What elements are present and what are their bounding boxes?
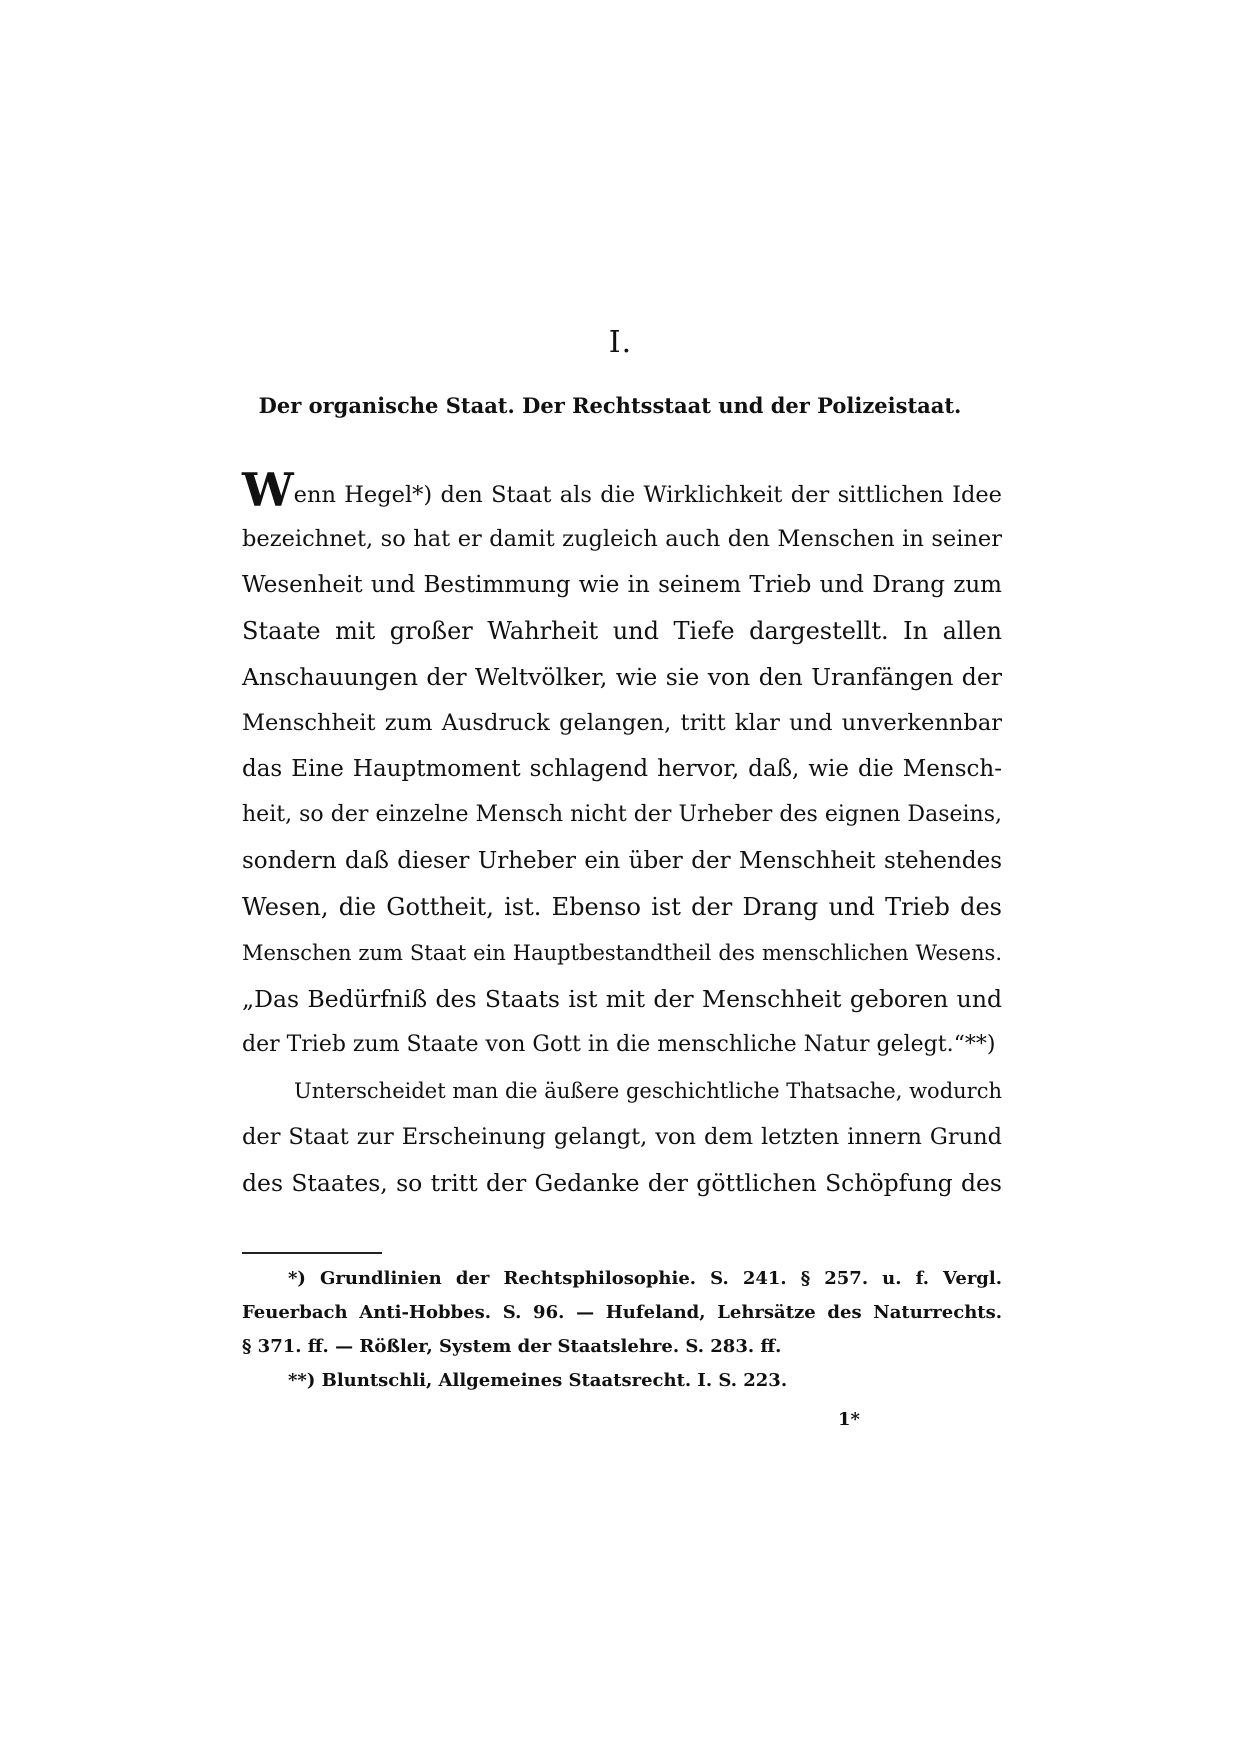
text-line: heit, so der einzelne Mensch nicht der Urheber des eignen Daseins, (242, 802, 1002, 827)
text-line: Anschauungen der Weltvölker, wie sie von den Uranfängen der (242, 663, 1002, 691)
text-line: Wesen, die Gottheit, ist. Ebenso ist der Drang und Trieb des (242, 893, 1002, 921)
footnote-line: Feuerbach Anti-Hobbes. S. 96. — Hufeland, Lehrsätze des Naturrechts. (242, 1302, 1002, 1323)
text-line: des Staates, so tritt der Gedanke der göttlichen Schöpfung des (242, 1169, 1002, 1197)
text-line: Staate mit großer Wahrheit und Tiefe dargestellt. In allen (242, 617, 1002, 645)
text-line: das Eine Hauptmoment schlagend hervor, daß, wie die Mensch- (242, 756, 1002, 782)
text-line: „Das Bedürfniß des Staats ist mit der Menschheit geboren und (242, 985, 1002, 1013)
text-line: sondern daß dieser Urheber ein über der Menschheit stehendes (242, 848, 1002, 874)
footnote-line: § 371. ff. — Rößler, System der Staatslehre. S. 283. ff. (242, 1336, 782, 1357)
text-line (242, 463, 1002, 517)
first-line-text: enn Hegel*) den Staat als die Wirklichkeit der sittlichen Idee (293, 482, 1002, 508)
text-line: Wesenheit und Bestimmung wie in seinem Trieb und Drang zum (242, 572, 1002, 598)
footnotes (242, 1262, 1002, 1398)
footnote-line: **) Bluntschli, Allgemeines Staatsrecht. I. S. 223. (288, 1370, 788, 1391)
footnote-line: *) Grundlinien der Rechtsphilosophie. S. 241. § 257. u. f. Vergl. (288, 1268, 1002, 1289)
text-line: Menschen zum Staat ein Hauptbestandtheil des menschlichen Wesens. (242, 941, 1002, 965)
text-line: Menschheit zum Ausdruck gelangen, tritt klar und unverkennbar (242, 710, 1002, 736)
text-line: der Staat zur Erscheinung gelangt, von dem letzten innern Grund (242, 1124, 1002, 1150)
signature-mark: 1* (838, 1409, 860, 1430)
drop-initial: W (242, 463, 294, 517)
chapter-title: Der organische Staat. Der Rechtsstaat und der Polizeistaat. (258, 393, 962, 418)
chapter-number: I. (608, 325, 633, 360)
text-line: bezeichnet, so hat er damit zugleich auch den Menschen in seiner (242, 526, 1002, 552)
footnote-rule (242, 1252, 382, 1254)
text-line: Unterscheidet man die äußere geschichtliche Thatsache, wodurch (294, 1079, 1002, 1103)
text-line: der Trieb zum Staate von Gott in die menschliche Natur gelegt.“**) (242, 1032, 996, 1057)
body-text (242, 463, 1002, 1206)
